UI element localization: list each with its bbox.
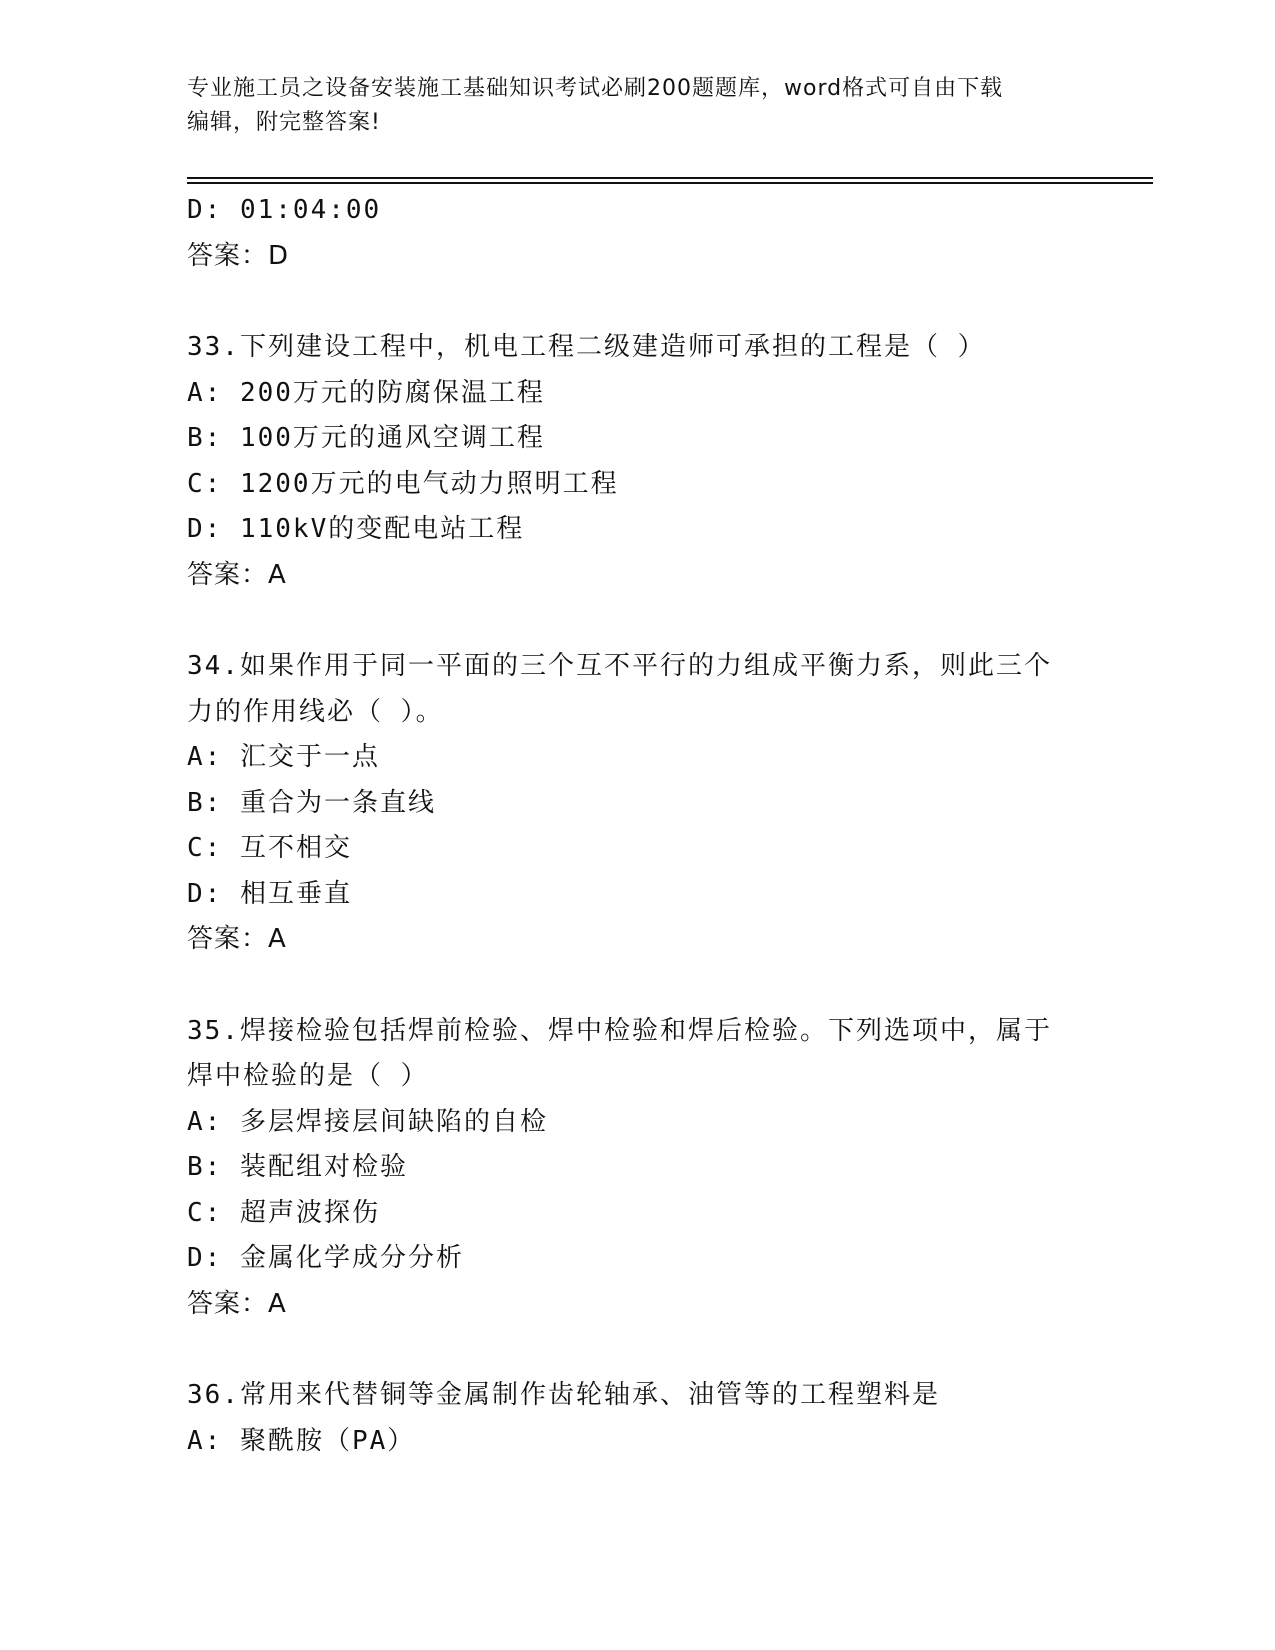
- question-stem-line-1: 33.下列建设工程中，机电工程二级建造师可承担的工程是（ ）: [187, 332, 986, 362]
- option-b: B: 100万元的通风空调工程: [187, 423, 545, 453]
- option-b: B: 装配组对检验: [187, 1152, 408, 1182]
- option-a: A: 聚酰胺（PA）: [187, 1425, 416, 1456]
- question-stem: [187, 1009, 1077, 1100]
- question-36: [187, 1373, 1087, 1464]
- option-a: A: 200万元的防腐保温工程: [187, 377, 545, 408]
- option-d: D: 110kV的变配电站工程: [187, 514, 525, 544]
- question-stem-line-2: 焊中检验的是（ ）: [187, 1061, 429, 1091]
- question-stem: [187, 644, 1077, 735]
- previous-question-tail: [187, 188, 1087, 279]
- question-stem: [187, 1373, 1077, 1419]
- option-b: B: 重合为一条直线: [187, 787, 436, 818]
- header-divider-top: [187, 177, 1153, 179]
- option-c: C: 超声波探伤: [187, 1197, 380, 1228]
- question-list: [187, 188, 1087, 1464]
- option-c: C: 互不相交: [187, 833, 352, 863]
- question-stem-line-2: 力的作用线必（ ）。: [187, 696, 444, 727]
- answer-line: 答案：D: [187, 240, 290, 271]
- question-34: [187, 644, 1087, 963]
- header-divider-bottom: [187, 182, 1153, 184]
- option-d: D: 金属化学成分分析: [187, 1243, 464, 1273]
- question-stem-line-1: 34.如果作用于同一平面的三个互不平行的力组成平衡力系，则此三个: [187, 651, 1052, 681]
- question-stem-line-1: 35.焊接检验包括焊前检验、焊中检验和焊后检验。下列选项中，属于: [187, 1015, 1052, 1046]
- question-35: [187, 1009, 1087, 1328]
- header-title-line-1: 专业施工员之设备安装施工基础知识考试必刷200题题库，word格式可自由下载: [187, 76, 1004, 101]
- option-d: D: 相互垂直: [187, 878, 352, 909]
- answer-line: 答案：A: [187, 559, 287, 590]
- header-title-line-2: 编辑，附完整答案!: [187, 110, 381, 135]
- question-stem: [187, 325, 1077, 371]
- option-c: C: 1200万元的电气动力照明工程: [187, 468, 619, 499]
- option-a: A: 汇交于一点: [187, 742, 380, 772]
- option-a: A: 多层焊接层间缺陷的自检: [187, 1106, 548, 1137]
- answer-line: 答案：A: [187, 924, 287, 954]
- question-stem-line-1: 36.常用来代替铜等金属制作齿轮轴承、油管等的工程塑料是: [187, 1380, 940, 1410]
- question-33: [187, 325, 1087, 598]
- answer-line: 答案：A: [187, 1288, 287, 1319]
- option-d: D: 01:04:00: [187, 195, 382, 225]
- document-header: [187, 72, 1087, 140]
